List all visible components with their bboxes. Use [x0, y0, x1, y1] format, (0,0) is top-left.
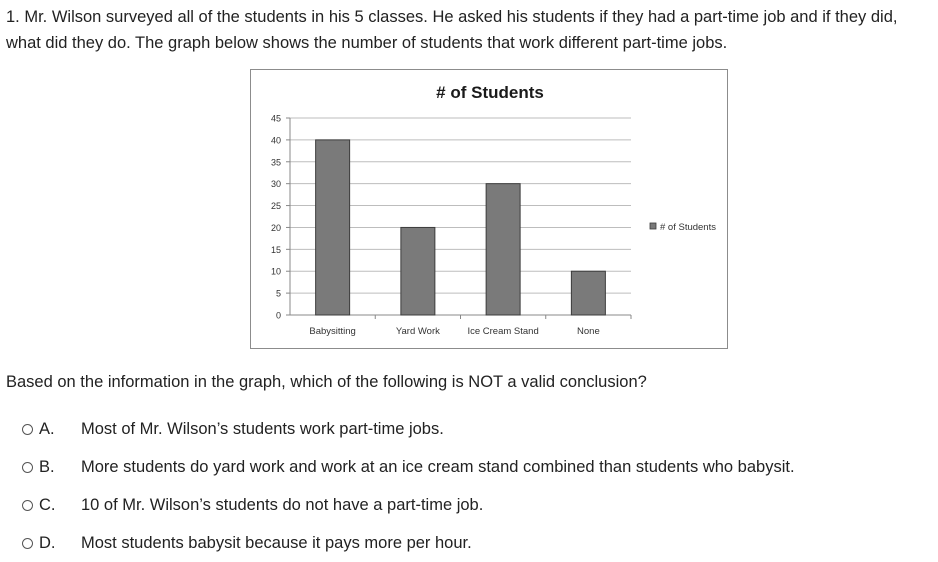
x-tick-label: None: [577, 326, 600, 337]
bar-babysitting: [316, 140, 350, 315]
y-tick-label: 0: [275, 310, 281, 321]
legend-swatch: [650, 223, 656, 229]
option-text: Most of Mr. Wilson’s students work part-time jobs.: [81, 419, 444, 438]
bar-ice-cream-stand: [486, 184, 520, 315]
y-tick-label: 35: [270, 157, 281, 168]
option-letter: B.: [39, 457, 55, 476]
answer-options: [22, 410, 795, 562]
y-tick-label: 5: [275, 288, 281, 299]
option-b[interactable]: [22, 448, 795, 486]
radio-d[interactable]: [22, 538, 33, 549]
radio-a[interactable]: [22, 424, 33, 435]
chart-svg: [251, 70, 729, 350]
legend-label: # of Students: [660, 222, 716, 233]
option-d[interactable]: [22, 524, 795, 562]
x-tick-label: Babysitting: [309, 326, 356, 337]
bar-chart: [250, 69, 728, 349]
chart-title: # of Students: [436, 83, 544, 102]
bar-none: [571, 271, 605, 315]
radio-b[interactable]: [22, 462, 33, 473]
y-tick-label: 25: [270, 201, 281, 212]
y-tick-label: 15: [270, 244, 281, 255]
option-a[interactable]: [22, 410, 795, 448]
x-tick-label: Yard Work: [395, 326, 440, 337]
option-letter: D.: [39, 533, 56, 552]
x-tick-label: Ice Cream Stand: [467, 326, 539, 337]
y-tick-label: 20: [270, 222, 281, 233]
y-tick-label: 10: [270, 266, 281, 277]
bar-yard-work: [401, 227, 435, 315]
radio-c[interactable]: [22, 500, 33, 511]
y-tick-label: 45: [270, 113, 281, 124]
option-text: 10 of Mr. Wilson’s students do not have a part-time job.: [81, 495, 484, 514]
y-tick-label: 30: [270, 179, 281, 190]
prompt-text: Based on the information in the graph, which of the following is NOT a valid conclusion?: [6, 373, 647, 391]
y-tick-label: 40: [270, 135, 281, 146]
option-c[interactable]: [22, 486, 795, 524]
question-text: 1. Mr. Wilson surveyed all of the students in his 5 classes. He asked his students if they had a part-time job and if they did, what did they do. The graph below shows the number of students that work different part-time jobs.: [6, 8, 898, 52]
option-letter: A.: [39, 419, 55, 438]
option-text: Most students babysit because it pays more per hour.: [81, 533, 472, 552]
option-text: More students do yard work and work at an ice cream stand combined than students who babysit.: [81, 457, 795, 476]
option-letter: C.: [39, 495, 56, 514]
